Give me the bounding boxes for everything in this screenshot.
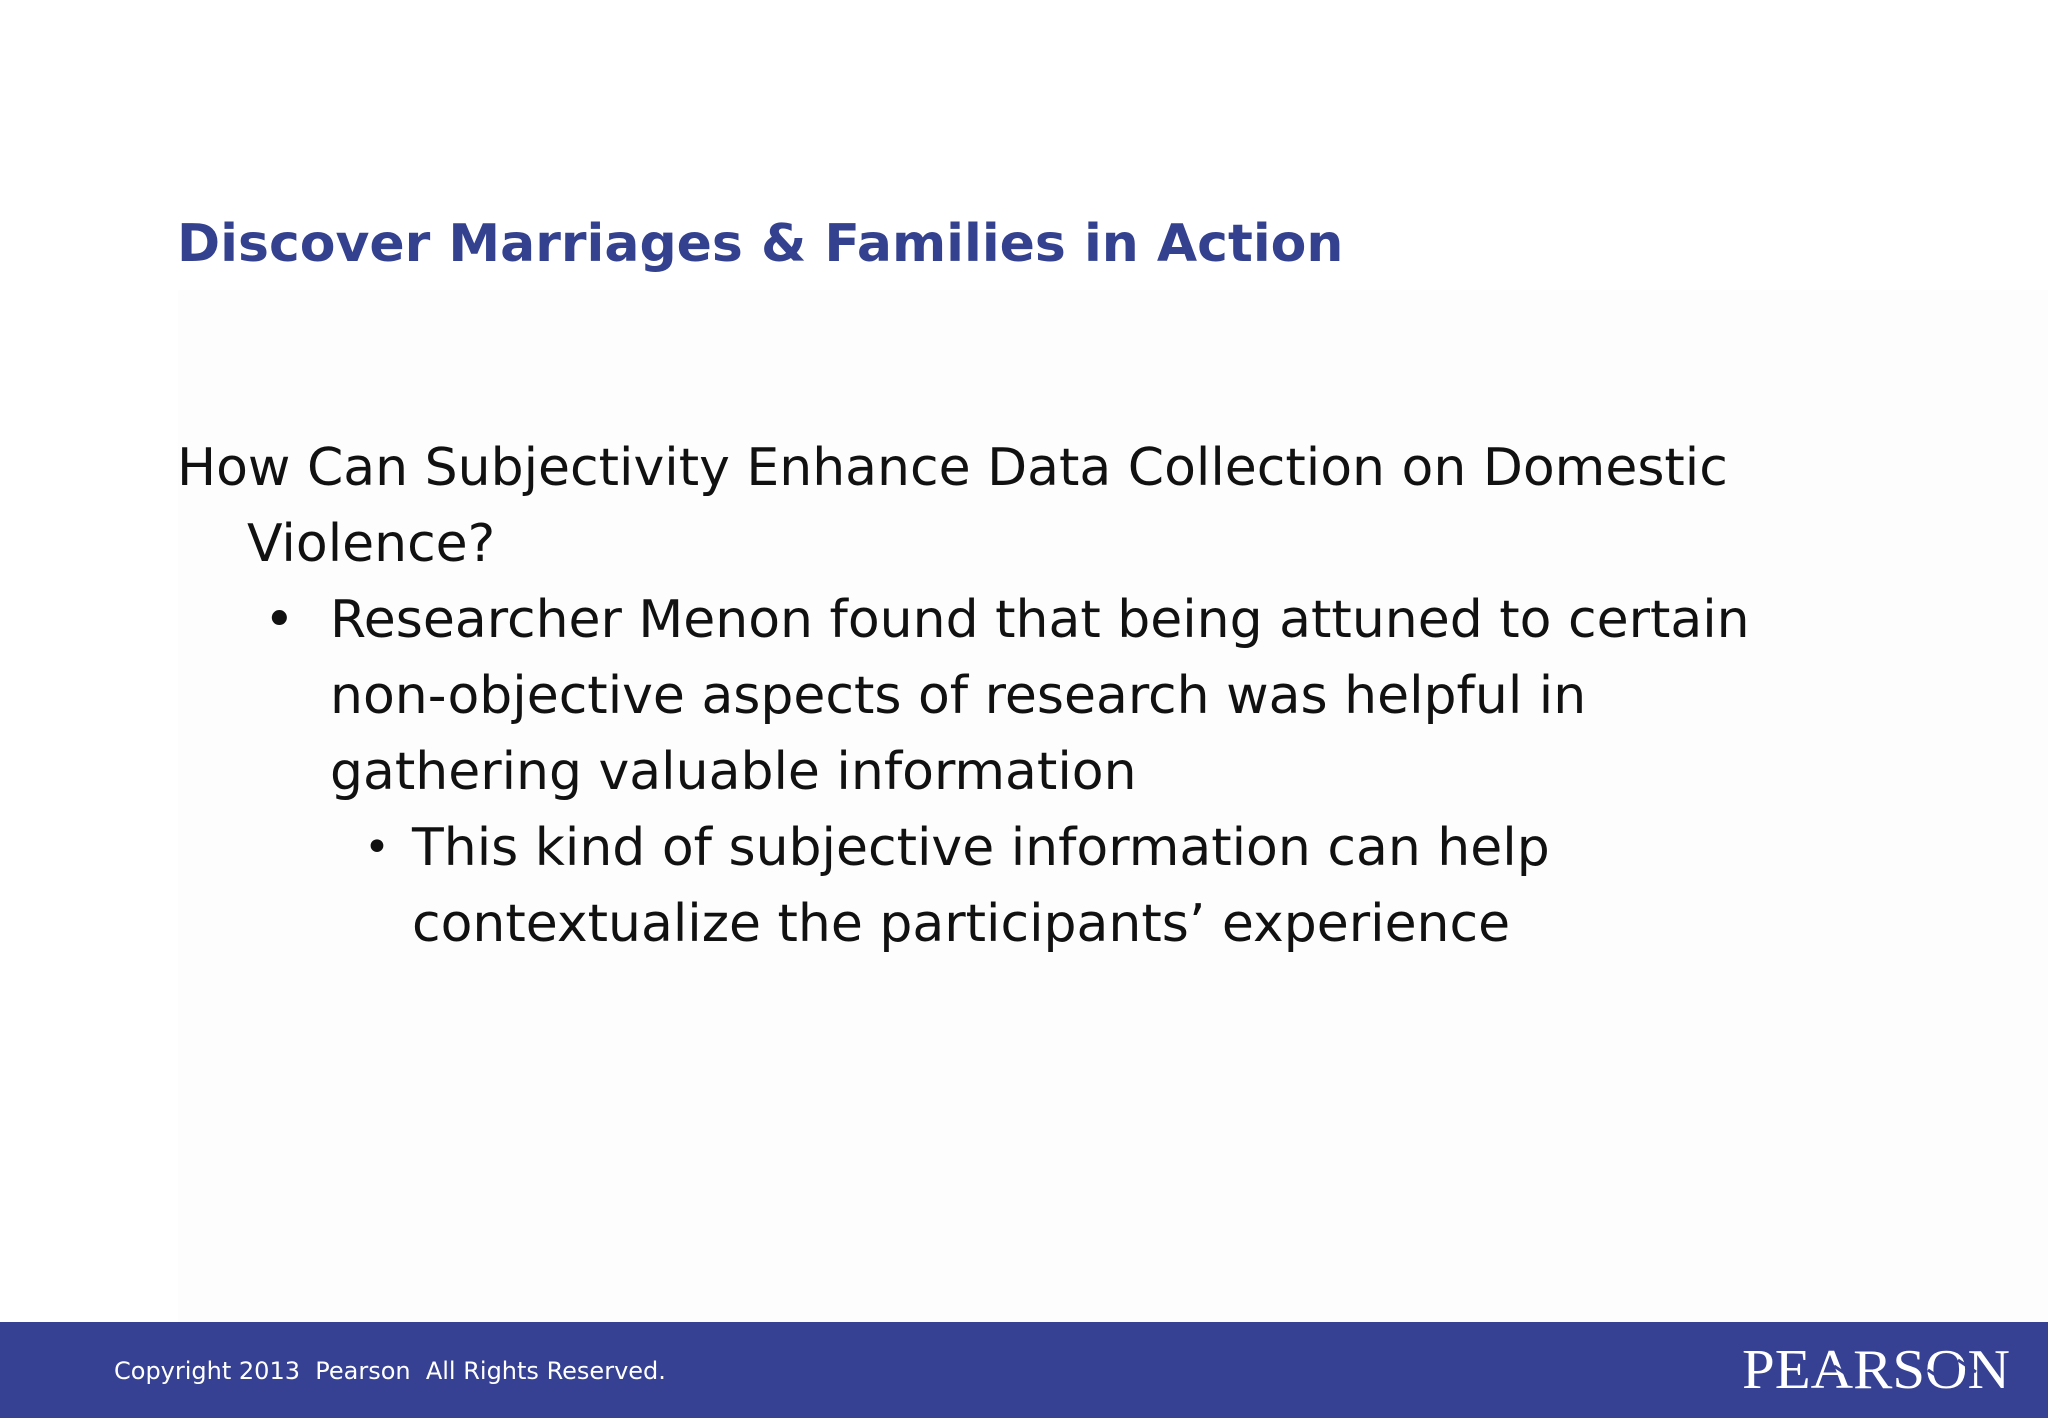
slide-body [177, 430, 1877, 962]
footer-bar [0, 1322, 2048, 1418]
pearson-logo [1742, 1340, 2012, 1396]
bullet-item [264, 582, 1780, 810]
slide-title: Discover Marriages & Families in Action [177, 214, 1344, 274]
sub-bullet-icon: • [364, 822, 390, 873]
bullet-text: Researcher Menon found that being attuned to certain non-objective aspects of research was helpful in gathering valuable information [330, 590, 1750, 802]
sub-bullet-item [364, 810, 1662, 962]
bullet-icon: • [264, 590, 295, 650]
sub-bullet-text: This kind of subjective information can help contextualize the participants’ experience [412, 818, 1550, 954]
main-question: How Can Subjectivity Enhance Data Collection on Domestic Violence? [177, 438, 1728, 574]
pearson-logo-text: PEARSON [1742, 1340, 2010, 1396]
copyright-text: Copyright 2013 Pearson All Rights Reserved. [114, 1357, 666, 1385]
